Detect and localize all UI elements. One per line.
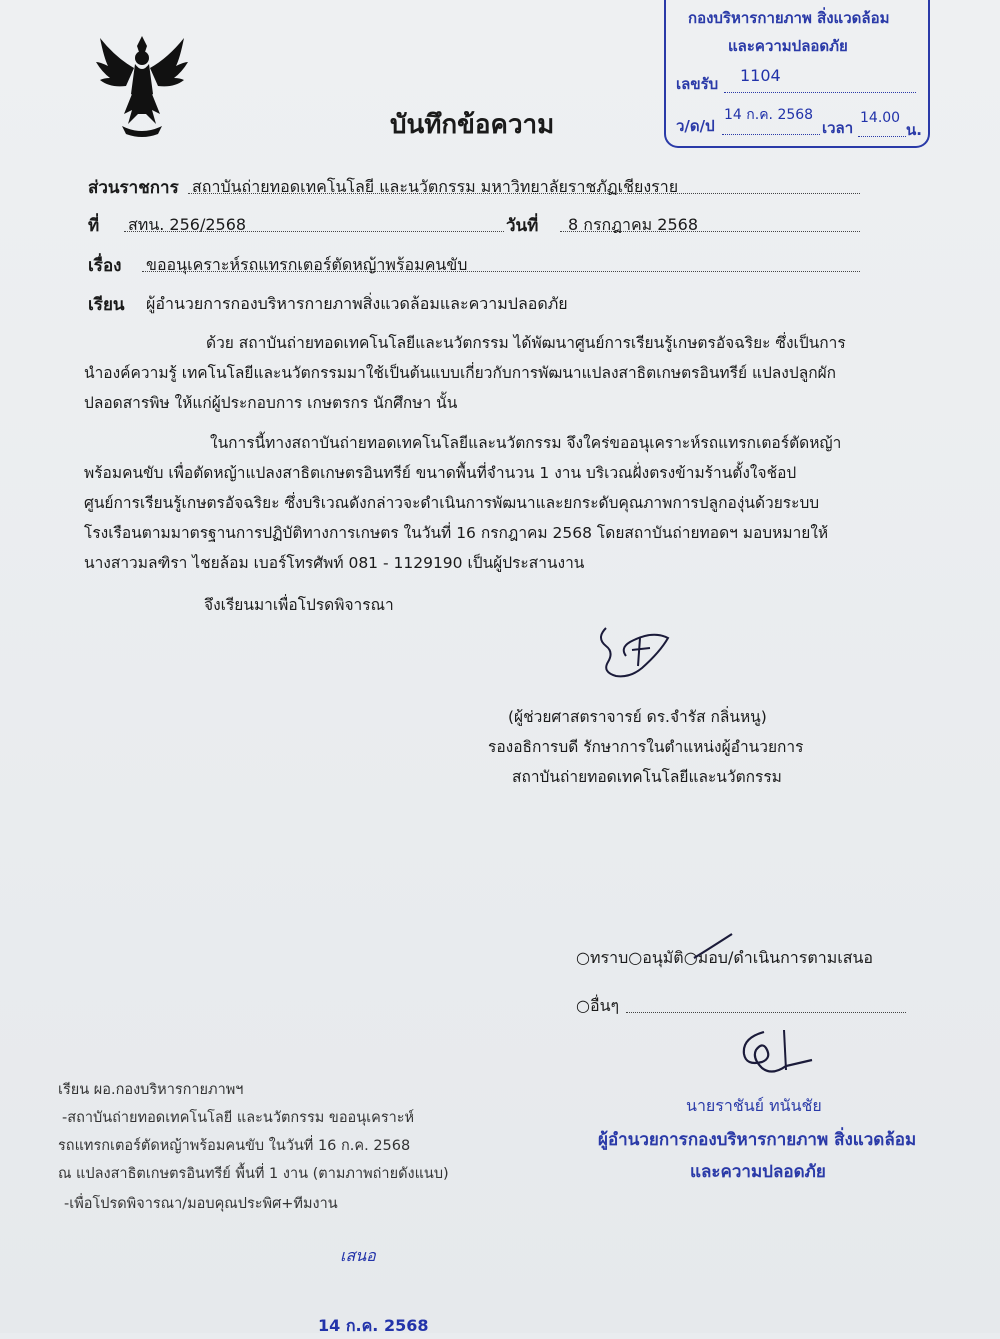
director-position1: ผู้อำนวยการกองบริหารกายภาพ สิ่งแวดล้อม bbox=[598, 1130, 917, 1150]
body-p1-line1: ด้วย สถาบันถ่ายทอดเทคโนโลยีและนวัตกรรม ได้พัฒนาศูนย์การเรียนรู้เกษตรอัจฉริยะ ซึ่งเป็นการ bbox=[206, 334, 846, 352]
body-p2-line4: โรงเรือนตามมาตรฐานการปฏิบัติทางการเกษตร ในวันที่ 16 กรกฎาคม 2568 โดยสถาบันถ่ายทอดฯ มอบหมายให้ bbox=[84, 524, 829, 542]
approval-options: ○ทราบ○อนุมัติ○มอบ/ดำเนินการตามเสนอ bbox=[576, 948, 874, 967]
note-line4: ณ แปลงสาธิตเกษตรอินทรีย์ พื้นที่ 1 งาน (ตามภาพถ่ายดังแนบ) bbox=[58, 1166, 449, 1182]
closing-line: จึงเรียนมาเพื่อโปรดพิจารณา bbox=[204, 596, 394, 614]
stamp-date-label: ว/ด/ป bbox=[676, 117, 715, 135]
signature-2-icon bbox=[734, 1024, 824, 1086]
body-p2-line2: พร้อมคนขับ เพื่อตัดหญ้าแปลงสาธิตเกษตรอินทรีย์ ขนาดพื้นที่จำนวน 1 งาน บริเวณฝั่งตรงข้ามร้านตั้งใจช้อป bbox=[84, 464, 797, 482]
director-position2: และความปลอดภัย bbox=[690, 1162, 826, 1182]
ref-value: สทน. 256/2568 bbox=[128, 215, 247, 234]
subject-label: เรื่อง bbox=[88, 256, 122, 276]
body-p1-line3: ปลอดสารพิษ ให้แก่ผู้ประกอบการ เกษตรกร นักศึกษา นั้น bbox=[84, 394, 458, 412]
body-p1-line2: นำองค์ความรู้ เทคโนโลยีและนวัตกรรมมาใช้เป็นต้นแบบเกี่ยวกับการพัฒนาแปลงสาธิตเกษตรอินทรีย์ แปลงปลูกผัก bbox=[84, 364, 837, 382]
stamp-recv-no: 1104 bbox=[740, 66, 781, 85]
stamp-date-value: 14 ก.ค. 2568 bbox=[724, 107, 814, 123]
to-value: ผู้อำนวยการกองบริหารกายภาพสิ่งแวดล้อมและความปลอดภัย bbox=[146, 294, 568, 313]
stamp-recv-label: เลขรับ bbox=[676, 75, 719, 93]
agency-label: ส่วนราชการ bbox=[88, 178, 179, 198]
stamp-dept-line1: กองบริหารกายภาพ สิ่งแวดล้อม bbox=[688, 9, 890, 27]
stamp-time-value: 14.00 bbox=[860, 110, 901, 126]
stamp-dept-line2: และความปลอดภัย bbox=[728, 37, 848, 55]
note-line3: รถแทรกเตอร์ตัดหญ้าพร้อมคนขับ ในวันที่ 16 ก.ค. 2568 bbox=[58, 1138, 411, 1154]
signer-name: (ผู้ช่วยศาสตราจารย์ ดร.จำรัส กลิ่นหนู) bbox=[508, 708, 767, 726]
signer-position2: สถาบันถ่ายทอดเทคโนโลยีและนวัตกรรม bbox=[512, 768, 782, 786]
approval-other: ○อื่นๆ bbox=[576, 996, 620, 1015]
stamp-time-suffix: น. bbox=[906, 121, 922, 139]
stamp-time-label: เวลา bbox=[822, 119, 854, 137]
note-line5: -เพื่อโปรดพิจารณา/มอบคุณประพิศ+ทีมงาน bbox=[64, 1196, 338, 1212]
subject-value: ขออนุเคราะห์รถแทรกเตอร์ตัดหญ้าพร้อมคนขับ bbox=[146, 255, 468, 274]
date-label: วันที่ bbox=[506, 216, 539, 236]
ref-label: ที่ bbox=[88, 216, 100, 236]
check-mark-icon bbox=[690, 932, 736, 966]
to-label: เรียน bbox=[88, 295, 125, 315]
signature-1-icon bbox=[592, 616, 682, 694]
date-value: 8 กรกฎาคม 2568 bbox=[568, 215, 699, 234]
body-p2-line1: ในการนี้ทางสถาบันถ่ายทอดเทคโนโลยีและนวัตกรรม จึงใคร่ขออนุเคราะห์รถแทรกเตอร์ตัดหญ้า bbox=[210, 434, 842, 452]
note-bottom-date: 14 ก.ค. 2568 bbox=[318, 1316, 429, 1335]
garuda-emblem-icon bbox=[92, 30, 192, 138]
note-line2: -สถาบันถ่ายทอดเทคโนโลยี และนวัตกรรม ขออนุเคราะห์ bbox=[62, 1110, 415, 1126]
receiving-stamp bbox=[664, 0, 930, 148]
memo-title: บันทึกข้อความ bbox=[390, 110, 555, 140]
note-line1: เรียน ผอ.กองบริหารกายภาพฯ bbox=[58, 1082, 244, 1098]
signer-position1: รองอธิการบดี รักษาการในตำแหน่งผู้อำนวยการ bbox=[488, 738, 804, 756]
body-p2-line5: นางสาวมลฑิรา ไชยล้อม เบอร์โทรศัพท์ 081 - 1129190 เป็นผู้ประสานงาน bbox=[84, 554, 585, 572]
body-p2-line3: ศูนย์การเรียนรู้เกษตรอัจฉริยะ ซึ่งบริเวณดังกล่าวจะดำเนินการพัฒนาและยกระดับคุณภาพการปลูกองุ่นด้วยระบบ bbox=[84, 494, 820, 512]
note-scribble: เสนอ bbox=[340, 1246, 376, 1265]
director-name: นายราชันย์ ทนันชัย bbox=[686, 1096, 822, 1115]
agency-value: สถาบันถ่ายทอดเทคโนโลยี และนวัตกรรม มหาวิทยาลัยราชภัฏเชียงราย bbox=[192, 177, 679, 196]
